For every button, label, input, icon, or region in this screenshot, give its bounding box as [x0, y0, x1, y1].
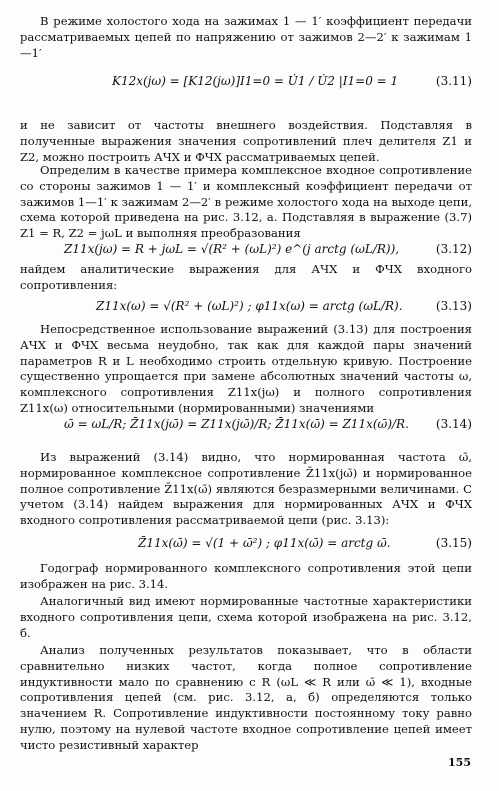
equation-formula: K12x(jω) = [K12(jω)]I1=0 = U̇1 / U̇2 |I1=0 = 1	[112, 74, 399, 88]
equation-formula: Z11x(ω) = √(R² + (ωL)²) ; φ11x(ω) = arctg (ωL/R).	[96, 299, 403, 313]
paragraph-analogous-view: Аналогичный вид имеют нормированные частотные характеристики входного сопротивления цепи, схема которой изображена на рис. 3.12, б.	[20, 594, 472, 640]
paragraph-idle-mode: В режиме холостого хода на зажимах 1 — 1′ коэффициент передачи рассматриваемых цепей по напряжению от зажимов 2—2′ к зажимам 1—1′	[20, 14, 472, 60]
paragraph-analytic-expressions: найдем аналитические выражения для АЧХ и ФЧХ входного сопротивления:	[20, 262, 472, 292]
page-number: 155	[448, 756, 471, 769]
equation-3-11	[20, 72, 472, 90]
equation-3-12	[20, 240, 472, 258]
paragraph-from-expressions: Из выражений (3.14) видно, что нормированная частота ω̄, нормированное комплексное сопротивление Z̄11x(jω̄) и нормированное полное сопротивление Z̄11x(ω̄) являются безразмерными величинами. С учетом (3.14) найдем выражения для нормированных АЧХ и ФЧХ входного сопротивления рассматриваемой цепи (рис. 3.13):	[20, 450, 472, 528]
equation-number: (3.15)	[435, 536, 472, 550]
equation-formula: Z̄11x(ω̄) = √(1 + ω̄²) ; φ11x(ω̄) = arctg ω̄.	[138, 536, 391, 550]
equation-number: (3.12)	[435, 242, 472, 256]
equation-number: (3.11)	[435, 74, 472, 88]
equation-3-14	[20, 415, 472, 433]
equation-number: (3.14)	[435, 417, 472, 431]
paragraph-direct-use: Непосредственное использование выражений (3.13) для построения АЧХ и ФЧХ весьма неудобно, так как для каждой пары значений параметров R и L необходимо строить отдельную кривую. Построение существенно упрощается при замене абсолютных значений частоты ω, комплексного сопротивления Z11x(jω) и полного сопротивления Z11x(ω) относительными (нормированными) значениями	[20, 322, 472, 415]
paragraph-analysis: Анализ полученных результатов показывает, что в области сравнительно низких частот, когда полное сопротивление индуктивности мало по сравнению с R (ωL ≪ R или ω̄ ≪ 1), входные сопротивления цепей (см. рис. 3.12, а, б) определяются только значением R. Сопротивление индуктивности постоянному току равно нулю, поэтому на нулевой частоте входное сопротивление цепей имеет чисто резистивный характер	[20, 643, 472, 752]
equation-3-13	[20, 297, 472, 315]
equation-formula: Z11x(jω) = R + jωL = √(R² + (ωL)²) e^(j arctg (ωL/R)),	[64, 242, 400, 256]
paragraph-example: Определим в качестве примера комплексное входное сопротивление со стороны зажимов 1 — 1′ и комплексный коэффициент передачи от зажимов 1—1′ к зажимам 2—2′ в режиме холостого хода на выходе цепи, схема которой приведена на рис. 3.12, а. Подставляя в выражение (3.7) Z1 = R, Z2 = jωL и выполняя преобразования	[20, 163, 472, 241]
paragraph-hodograph: Годограф нормированного комплексного сопротивления этой цепи изображен на рис. 3.14.	[20, 561, 472, 591]
equation-formula: ω̄ = ωL/R; Z̄11x(jω̄) = Z11x(jω̄)/R; Z̄11x(ω̄) = Z11x(ω̄)/R.	[64, 417, 409, 431]
equation-number: (3.13)	[435, 299, 472, 313]
equation-3-15	[20, 534, 472, 552]
paragraph-frequency-independent: и не зависит от частоты внешнего воздействия. Подставляя в полученные выражения значения сопротивлений плеч делителя Z1 и Z2, можно построить АЧХ и ФЧХ рассматриваемых цепей.	[20, 118, 472, 164]
